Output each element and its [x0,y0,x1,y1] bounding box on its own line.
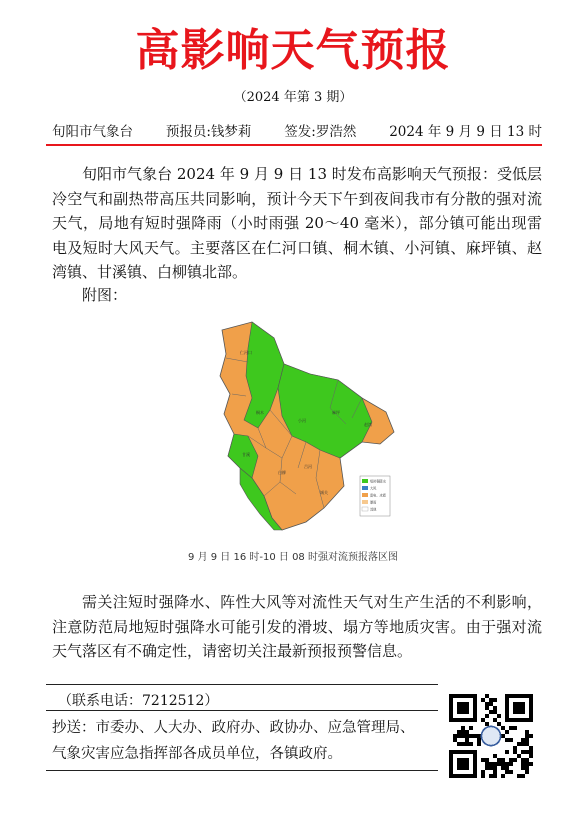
town-label-3: 麻坪 [332,410,340,415]
legend-swatch-2 [362,493,368,497]
issue-datetime: 2024 年 9 月 9 日 13 时 [389,124,542,140]
legend-swatch-1 [362,486,368,490]
map-caption: 9 月 9 日 16 时-10 日 08 时强对流预报落区图 [188,552,398,563]
footer-divider-top [46,684,438,685]
approver: 签发:罗浩然 [284,124,357,140]
legend-label-0: 短时强降水 [370,479,386,484]
header-meta-row [52,120,542,140]
red-divider [46,144,542,146]
legend-label-4: 其他 [370,507,377,512]
cc-list [52,715,437,767]
town-label-4: 赵湾 [364,422,372,427]
town-label-7: 吕河 [304,464,312,469]
town-label-6: 白柳 [278,470,286,475]
issuing-org: 旬阳市气象台 [52,124,133,140]
qr-code-icon [449,694,533,778]
legend-label-3: 暴雨 [370,500,377,505]
legend-swatch-3 [362,500,368,504]
issue-number: （2024 年第 3 期） [233,90,353,105]
legend-swatch-4 [362,507,368,511]
town-label-8: 城关 [320,490,328,495]
forecast-map [212,318,408,532]
legend-label-2: 雷电、冰雹 [370,493,386,498]
forecaster: 预报员:钱梦莉 [165,124,252,140]
footer-divider-middle [46,710,438,711]
advice-paragraph: 需关注短时强降水、阵性大风等对流性天气对生产生活的不利影响，注意防范局地短时强降水可能引发的滑坡、塌方等地质灾害。由于强对流天气落区有不确定性，请密切关注最新预报预警信息。 [52,593,542,660]
town-label-0: 仁河口 [240,350,252,355]
cc-line-2: 气象灾害应急指挥部各成员单位，各镇政府。 [52,746,342,762]
contact-phone: （联系电话：7212512） [58,693,219,709]
legend-swatch-0 [362,479,368,483]
document-title: 高影响天气预报 [135,25,451,76]
town-label-1: 桐木 [256,410,264,415]
attachment-label: 附图： [82,286,128,304]
map-legend [360,476,390,516]
footer-divider-bottom [46,770,438,771]
forecast-map-svg [212,318,408,532]
cc-line-1: 抄送：市委办、人大办、政府办、政协办、应急管理局、 [52,720,415,736]
qr-code-graphic [449,694,533,778]
town-label-2: 小河 [298,418,306,423]
town-label-5: 甘溪 [242,452,250,457]
legend-label-1: 大风 [370,486,377,491]
forecast-paragraph: 旬阳市气象台 2024 年 9 月 9 日 13 时发布高影响天气预报：受低层冷空气和副热带高压共同影响，预计今天下午到夜间我市有分散的强对流天气，局地有短时强降雨（小时雨强 20～40 毫米），部分镇可能出现雷电及短时大风天气。主要落区在仁河口镇、桐木镇、小河镇、麻坪镇、赵湾镇、甘溪镇、白柳镇北部。 [52,165,542,281]
